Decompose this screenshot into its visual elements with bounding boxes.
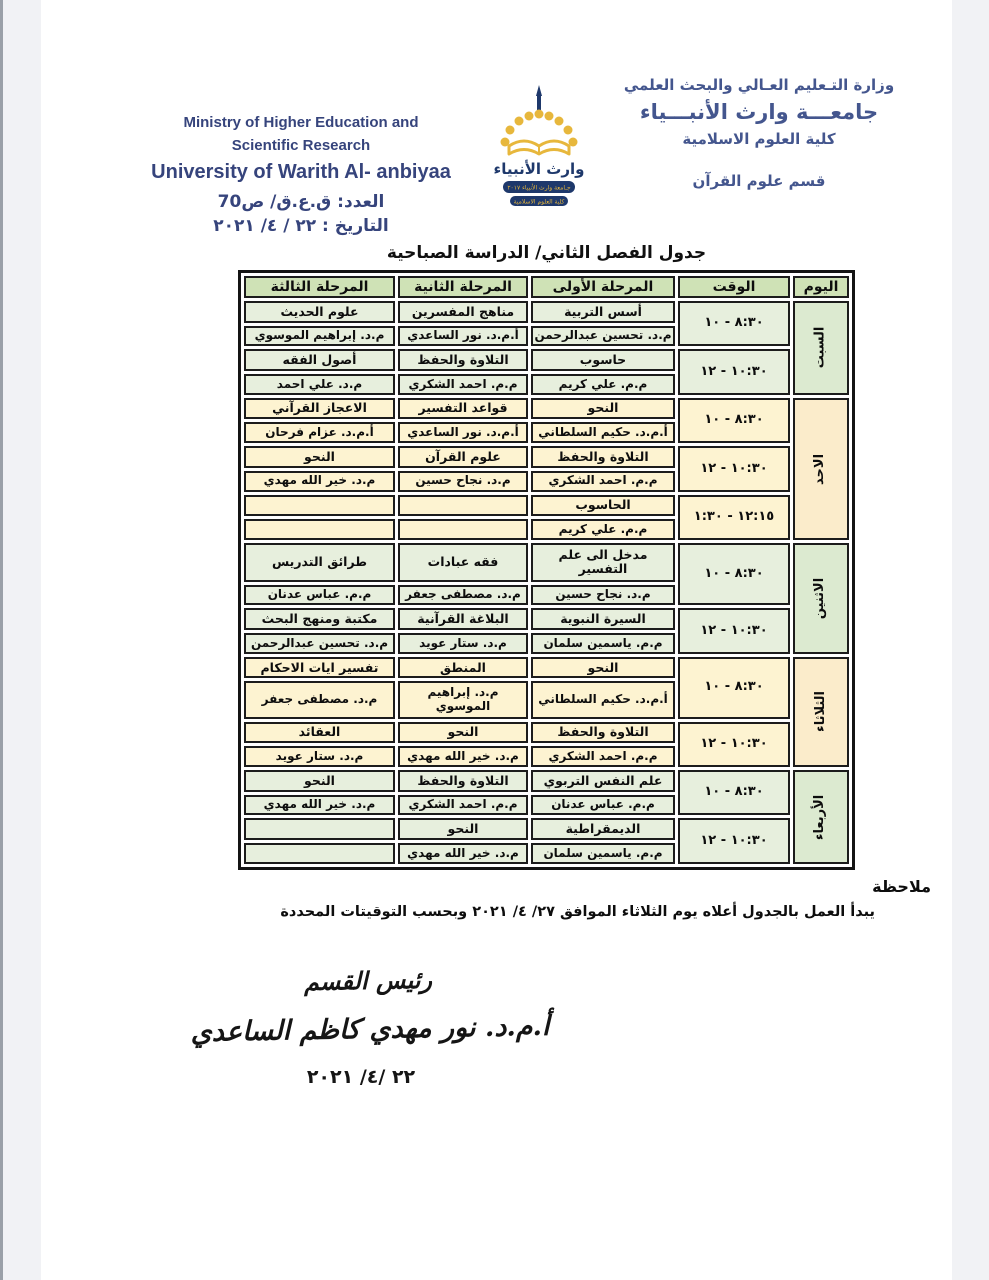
teacher-cell-stage-2: م.د. مصطفى جعفر	[398, 585, 528, 606]
subject-cell-stage-1: مدخل الى علم التفسير	[531, 543, 675, 581]
arabic-header-block	[609, 76, 909, 190]
subject-cell-stage-2	[398, 495, 528, 517]
teacher-cell-stage-2: أ.م.د. نور الساعدي	[398, 422, 528, 443]
time-cell: ١٠:٣٠ - ١٢	[678, 608, 790, 653]
day-label: الاحد	[812, 453, 828, 485]
svg-text:جـامعة وارث الأنبياء ٢٠١٧: جـامعة وارث الأنبياء ٢٠١٧	[507, 184, 571, 192]
teacher-cell-stage-3: م.د. خير الله مهدي	[244, 795, 395, 816]
time-cell: ٨:٣٠ - ١٠	[678, 301, 790, 346]
teacher-cell-stage-3: م.د. علي احمد	[244, 374, 395, 395]
time-cell: ١٠:٣٠ - ١٢	[678, 818, 790, 864]
teacher-cell-stage-2: م.د. نجاح حسين	[398, 471, 528, 492]
column-header-4: المرحلة الثالثة	[244, 276, 395, 298]
teacher-cell-stage-1: أ.م.د. حكيم السلطاني	[531, 422, 675, 443]
teacher-cell-stage-2: م.د. ستار عويد	[398, 633, 528, 654]
day-cell	[793, 543, 849, 654]
english-header-block	[148, 112, 454, 236]
ministry-line-en-1: Ministry of Higher Education and	[183, 114, 419, 131]
teacher-cell-stage-1: م.د. نجاح حسين	[531, 585, 675, 606]
teacher-cell-stage-3	[244, 843, 395, 864]
teacher-cell-stage-1: م.م. ياسمين سلمان	[531, 843, 675, 864]
note-text: يبدأ العمل بالجدول أعلاه يوم الثلاثاء الموافق ٢٧/ ٤/ ٢٠٢١ وبحسب التوقيتات المحددة	[280, 904, 875, 920]
column-header-1: الوقت	[678, 276, 790, 298]
ministry-line-ar: وزارة التـعليم العـالي والبحث العلمي	[623, 76, 895, 94]
subject-cell-stage-2: علوم القرآن	[398, 446, 528, 468]
signature-name: أ.م.د. نور مهدي كاظم الساعدي	[190, 1010, 550, 1049]
subject-cell-stage-2: التلاوة والحفظ	[398, 770, 528, 792]
schedule-table-body	[244, 301, 849, 864]
teacher-cell-stage-1: أ.م.د. حكيم السلطاني	[531, 681, 675, 718]
teacher-cell-stage-3: أ.م.د. عزام فرحان	[244, 422, 395, 443]
subject-cell-stage-2: التلاوة والحفظ	[398, 349, 528, 371]
scan-edge-right	[952, 0, 989, 1280]
teacher-cell-stage-3: م.د. ستار عويد	[244, 746, 395, 767]
subject-cell-stage-3	[244, 495, 395, 517]
subject-cell-stage-3: مكتبة ومنهج البحث	[244, 608, 395, 630]
svg-text:كلية العلوم الاسلامية: كلية العلوم الاسلامية	[513, 198, 565, 206]
teacher-cell-stage-1: م.م. ياسمين سلمان	[531, 633, 675, 654]
subject-cell-stage-3: علوم الحديث	[244, 301, 395, 323]
subject-cell-stage-3: النحو	[244, 770, 395, 792]
time-cell: ١٠:٣٠ - ١٢	[678, 446, 790, 491]
university-line-ar: جامعـــة وارث الأنبـــياء	[639, 100, 879, 124]
signature-title: رئيس القسم	[303, 964, 433, 997]
teacher-cell-stage-2: م.م. احمد الشكري	[398, 374, 528, 395]
signature-date: ٢٢ /٤/ ٢٠٢١	[306, 1066, 416, 1088]
teacher-cell-stage-2: م.د. خير الله مهدي	[398, 843, 528, 864]
teacher-cell-stage-3: م.م. عباس عدنان	[244, 585, 395, 606]
subject-cell-stage-2: قواعد التفسير	[398, 398, 528, 420]
column-header-3: المرحلة الثانية	[398, 276, 528, 298]
day-label: السبت	[812, 327, 828, 369]
time-cell: ٨:٣٠ - ١٠	[678, 770, 790, 815]
ministry-line-en-2: Scientific Research	[231, 136, 371, 154]
teacher-cell-stage-3: م.د. خير الله مهدي	[244, 471, 395, 492]
subject-cell-stage-3	[244, 818, 395, 840]
subject-cell-stage-3: النحو	[244, 446, 395, 468]
note-label: ملاحظة	[872, 877, 931, 896]
column-header-0: اليوم	[793, 276, 849, 298]
teacher-cell-stage-1: م.م. احمد الشكري	[531, 471, 675, 492]
schedule-table	[241, 273, 852, 867]
subject-cell-stage-2: النحو	[398, 722, 528, 744]
teacher-cell-stage-3	[244, 519, 395, 540]
teacher-cell-stage-1: م.د. تحسين عبدالرحمن	[531, 326, 675, 347]
teacher-cell-stage-1: م.م. علي كريم	[531, 374, 675, 395]
university-logo-emblem	[479, 84, 599, 214]
scan-edge-left	[0, 0, 41, 1280]
university-line-en: University of Warith Al- anbiyaa	[151, 161, 451, 183]
subject-cell-stage-2: المنطق	[398, 657, 528, 679]
day-cell	[793, 657, 849, 767]
subject-cell-stage-3: أصول الفقه	[244, 349, 395, 371]
teacher-cell-stage-2: م.د. خير الله مهدي	[398, 746, 528, 767]
time-cell: ٨:٣٠ - ١٠	[678, 543, 790, 605]
subject-cell-stage-3: الاعجاز القرآني	[244, 398, 395, 420]
subject-cell-stage-1: النحو	[531, 398, 675, 420]
subject-cell-stage-2: فقه عبادات	[398, 543, 528, 581]
day-label: الثلاثاء	[812, 691, 828, 733]
schedule-table-frame	[238, 270, 855, 870]
day-cell	[793, 398, 849, 540]
subject-cell-stage-1: أسس التربية	[531, 301, 675, 323]
subject-cell-stage-1: التلاوة والحفظ	[531, 722, 675, 744]
day-cell	[793, 301, 849, 395]
time-cell: ١٢:١٥ - ١:٣٠	[678, 495, 790, 540]
subject-cell-stage-1: الحاسوب	[531, 495, 675, 517]
subject-cell-stage-2: النحو	[398, 818, 528, 840]
time-cell: ١٠:٣٠ - ١٢	[678, 349, 790, 394]
time-cell: ٨:٣٠ - ١٠	[678, 398, 790, 443]
teacher-cell-stage-1: م.م. احمد الشكري	[531, 746, 675, 767]
subject-cell-stage-1: النحو	[531, 657, 675, 679]
schedule-title: جدول الفصل الثاني/ الدراسة الصباحية	[386, 243, 707, 263]
subject-cell-stage-1: حاسوب	[531, 349, 675, 371]
subject-cell-stage-1: علم النفس التربوي	[531, 770, 675, 792]
day-label: الاثنين	[812, 577, 828, 620]
document-date-line: التاريخ : ٢٢ / ٤/ ٢٠٢١	[213, 216, 389, 236]
teacher-cell-stage-2: م.د. إبراهيم الموسوي	[398, 681, 528, 718]
schedule-table-head	[244, 276, 849, 298]
teacher-cell-stage-2	[398, 519, 528, 540]
subject-cell-stage-2: البلاغة القرآنية	[398, 608, 528, 630]
teacher-cell-stage-1: م.م. علي كريم	[531, 519, 675, 540]
svg-text:وارث الأنبياء: وارث الأنبياء	[493, 160, 585, 178]
time-cell: ٨:٣٠ - ١٠	[678, 657, 790, 719]
subject-cell-stage-2: مناهج المفسرين	[398, 301, 528, 323]
subject-cell-stage-3: العقائد	[244, 722, 395, 744]
subject-cell-stage-3: طرائق التدريس	[244, 543, 395, 581]
teacher-cell-stage-2: م.م. احمد الشكري	[398, 795, 528, 816]
document-number-line: العدد: ق.ع.ق/ ص70	[217, 192, 385, 212]
subject-cell-stage-3: تفسير ايات الاحكام	[244, 657, 395, 679]
time-cell: ١٠:٣٠ - ١٢	[678, 722, 790, 767]
teacher-cell-stage-2: أ.م.د. نور الساعدي	[398, 326, 528, 347]
day-label: الأربعاء	[812, 794, 828, 840]
subject-cell-stage-1: الديمقراطية	[531, 818, 675, 840]
university-logo	[479, 84, 599, 214]
department-line-ar: قسم علوم القرآن	[692, 172, 826, 190]
column-header-2: المرحلة الأولى	[531, 276, 675, 298]
teacher-cell-stage-3: م.د. مصطفى جعفر	[244, 681, 395, 718]
subject-cell-stage-1: التلاوة والحفظ	[531, 446, 675, 468]
day-cell	[793, 770, 849, 864]
college-line-ar: كلية العلوم الاسلامية	[682, 130, 836, 148]
teacher-cell-stage-1: م.م. عباس عدنان	[531, 795, 675, 816]
teacher-cell-stage-3: م.د. تحسين عبدالرحمن	[244, 633, 395, 654]
subject-cell-stage-1: السيرة النبوية	[531, 608, 675, 630]
teacher-cell-stage-3: م.د. إبراهيم الموسوي	[244, 326, 395, 347]
